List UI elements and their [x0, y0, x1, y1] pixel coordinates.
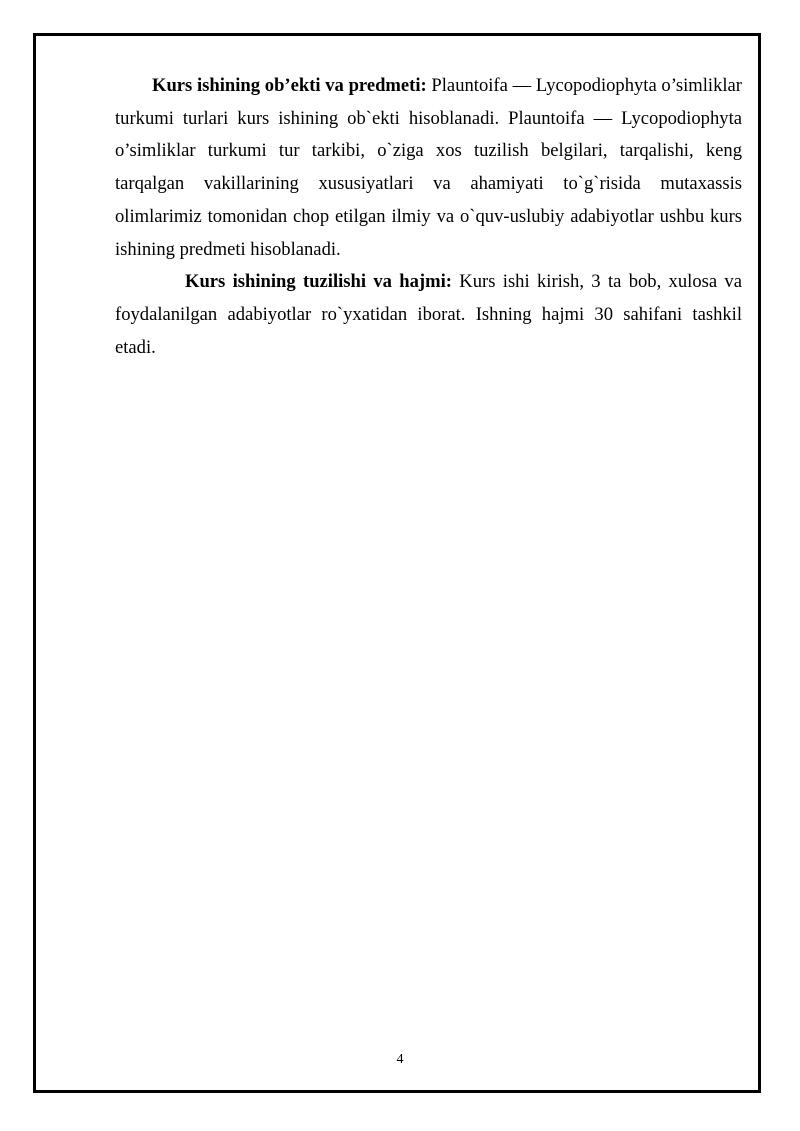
paragraph-heading: Kurs ishining tuzilishi va hajmi: [185, 271, 452, 293]
paragraph-text: Plauntoifa — Lycopodiophyta o’simliklar turkumi turlari kurs ishining ob`ekti hisoblanadi. Plauntoifa — Lycopodiophyta o’simliklar turkumi tur tarkibi, o`ziga xos tuzilish belgilari, tarqalishi, keng tarqalgan vakillarining xususiyatlari va ahamiyati to`g`risida mutaxassis olimlarimiz tomonidan chop etilgan ilmiy va o`quv-uslubiy adabiyotlar ushbu kurs ishining predmeti hisoblanadi. [115, 75, 742, 260]
paragraph-text: Kurs ishi kirish, 3 ta bob, xulosa va foydalanilgan adabiyotlar ro`yxatidan iborat. Ishning hajmi 30 sahifani tashkil etadi. [115, 271, 742, 358]
paragraph-heading: Kurs ishining ob’ekti va predmeti: [152, 75, 427, 96]
page-number: 4 [396, 1052, 404, 1067]
paragraph-structure-volume [115, 266, 742, 364]
paragraph-object-subject [115, 70, 742, 266]
document-body [115, 70, 742, 364]
